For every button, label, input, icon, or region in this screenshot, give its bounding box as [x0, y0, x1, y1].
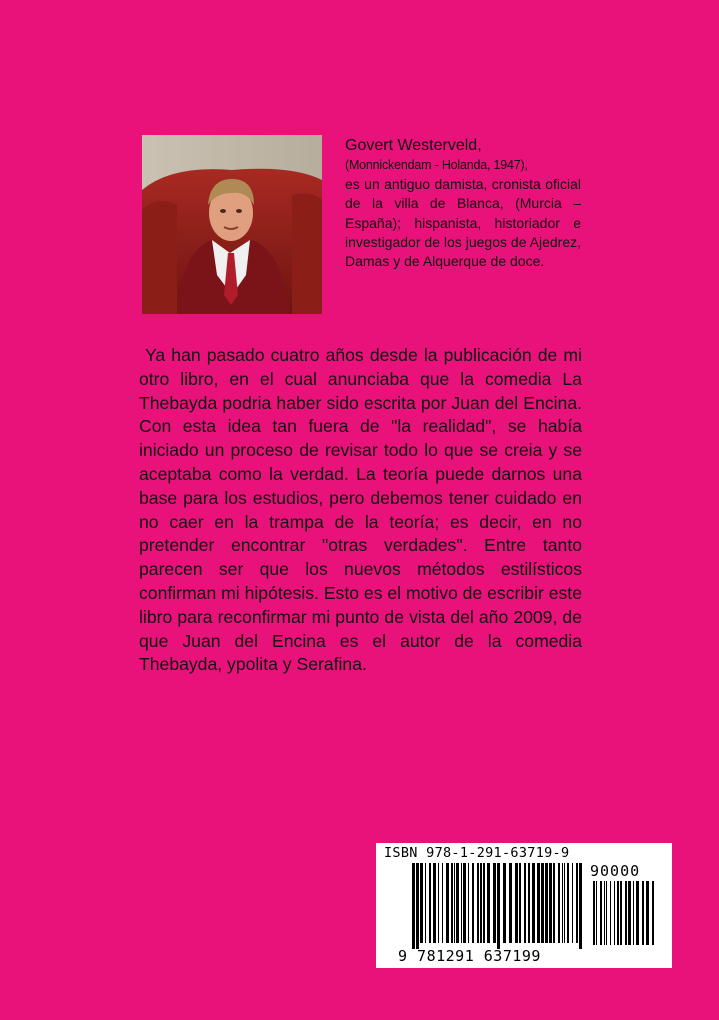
barcode-bar	[487, 863, 490, 943]
barcode-bar	[442, 863, 443, 943]
barcode-bar	[456, 863, 459, 943]
barcode-bar	[606, 881, 607, 945]
back-cover-text: Ya han pasado cuatro años desde la publicación de mi otro libro, en el cual anunciaba que la comedia La Thebayda podria haber sido escrita por Juan del Encina. Con esta idea tan fuera de "la realidad", se había iniciado un proceso de revisar todo lo que se creia y se aceptaba como la verdad. La teoría puede darnos una base para los estudios, pero debemos tener cuidado en no caer en la trampa de la teoría; es decir, en no pretender encontrar "otras verdades". Entre tanto parecen ser que los nuevos métodos estilísticos confirman mi hipótesis. Esto es el motivo de escribir este libro para reconfirmar mi punto de vista del año 2009, de que Juan del Encina es el autor de la comedia Thebayda, ypolita y Serafina.	[139, 345, 582, 675]
isbn-barcode	[376, 843, 672, 968]
author-name: Govert Westerveld,	[345, 137, 482, 154]
barcode-bar	[472, 863, 474, 943]
barcode-bar	[596, 881, 597, 945]
barcode-bar	[610, 881, 611, 945]
barcode-bar	[614, 881, 615, 945]
barcode-bar	[509, 863, 512, 943]
barcode-bar	[545, 863, 548, 943]
barcode-bar	[483, 863, 485, 943]
barcode-bar	[412, 863, 415, 949]
barcode-bar	[454, 863, 455, 943]
barcode-bar	[532, 863, 535, 943]
barcode-bar	[493, 863, 496, 943]
barcode-bar	[524, 863, 526, 943]
author-photo	[142, 135, 322, 314]
author-origin: (Monnickendam - Holanda, 1947),	[345, 158, 528, 172]
barcode-bar	[420, 863, 423, 943]
barcode-bar	[425, 863, 426, 943]
barcode-bar	[446, 863, 449, 943]
barcode-bar	[564, 863, 565, 943]
barcode-bar	[416, 863, 419, 949]
barcode-bar	[576, 863, 578, 943]
author-bio	[345, 135, 581, 271]
barcode-bar	[628, 881, 631, 945]
barcode-bar	[519, 863, 521, 943]
barcode-bar	[600, 881, 602, 945]
barcode-bar	[572, 863, 573, 943]
barcode-bar	[593, 881, 595, 945]
barcode-bar	[553, 863, 555, 943]
barcode-addon-bars	[593, 881, 655, 949]
barcode-bar	[451, 863, 453, 943]
barcode-bar	[620, 881, 622, 945]
barcode-bar	[468, 863, 469, 943]
barcode-bar	[438, 863, 439, 943]
barcode-digits: 9 781291 637199	[398, 947, 541, 965]
barcode-bar	[562, 863, 563, 943]
barcode-bar	[463, 863, 466, 943]
isbn-label: ISBN 978-1-291-63719-9	[384, 845, 570, 861]
author-description: es un antiguo damista, cronista oficial de la villa de Blanca, (Murcia – España); hispanista, historiador e investigador de los juegos de Ajedrez, Damas y de Alquerque de doce.	[345, 176, 581, 270]
barcode-bar	[477, 863, 479, 943]
barcode-bar	[541, 863, 544, 943]
barcode-bar	[646, 881, 649, 945]
barcode-bar	[503, 863, 506, 943]
barcode-bar	[617, 881, 619, 945]
barcode-bar	[625, 881, 627, 945]
barcode-bar	[604, 881, 605, 945]
barcode-bar	[549, 863, 552, 943]
barcode-bar	[497, 863, 500, 949]
barcode-bar	[528, 863, 530, 943]
barcode-bar	[567, 863, 569, 943]
barcode-bar	[633, 881, 634, 945]
barcode-bar	[652, 881, 654, 945]
barcode-bar	[558, 863, 560, 943]
barcode-bar	[537, 863, 540, 943]
barcode-bar	[480, 863, 482, 943]
barcode-bar	[433, 863, 436, 943]
author-portrait-image	[142, 135, 322, 314]
barcode-bar	[636, 881, 639, 945]
barcode-bars	[412, 863, 582, 949]
barcode-bar	[515, 863, 518, 943]
barcode-bar	[429, 863, 431, 943]
barcode-bar	[579, 863, 582, 949]
barcode-bar	[642, 881, 644, 945]
barcode-addon-number: 90000	[590, 862, 641, 880]
barcode-bar	[461, 863, 462, 943]
